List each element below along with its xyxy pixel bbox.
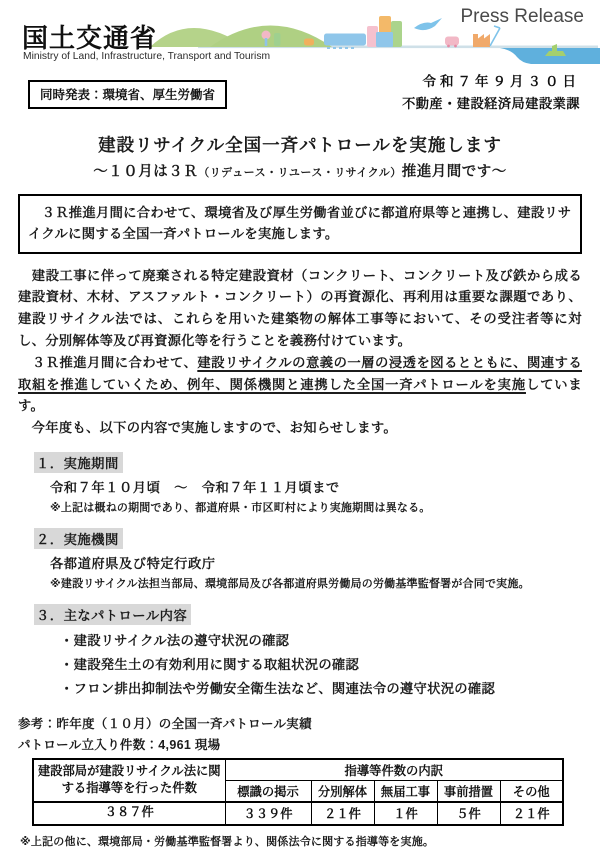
section-1-period: 令和７年１０月頃 ～ 令和７年１１月頃まで [50,479,340,495]
table-col1-header-line2: する指導等を行った件数 [61,781,197,796]
subtitle-suffix: 推進月間です～ [401,164,507,180]
table-data-row [33,802,563,825]
release-date: 令和７年９月３０日 [422,74,580,89]
table-subheader-advance-measures: 事前措置 [437,780,500,802]
table-group-header: 指導等件数の内訳 [225,759,563,781]
section-2-note: ※建設リサイクル法担当部局、環境部局及び各都道府県労働局の労働基準監督署が合同で実施。 [50,577,530,590]
table-subheader-unreported-work: 無届工事 [374,780,437,802]
table-value-sorted-demolition: ２１件 [311,802,374,825]
table-value-signage: ３３９件 [225,802,311,825]
table-col1-header [33,759,225,802]
table-subheader-signage: 標識の掲示 [225,780,311,802]
airplane-icon [414,18,442,30]
small-car-icon [304,39,314,46]
table-value-total: ３８７件 [33,802,225,825]
section-implementing-agencies [18,528,582,591]
table-value-advance-measures: ５件 [437,802,500,825]
paragraph-2 [18,352,582,417]
section-implementation-period [18,452,582,515]
buildings-icon [367,16,402,47]
section-2-agencies: 各都道府県及び特定行政庁 [50,555,216,571]
subtitle-prefix: ～１０月は３Ｒ [93,164,199,180]
issuing-department: 不動産・建設経済局建設業課 [402,96,580,111]
table-header-row-1 [33,759,563,781]
table-subheader-other: その他 [500,780,563,802]
header [0,0,600,128]
summary-box: ３Ｒ推進月間に合わせて、環境省及び厚生労働省並びに都道府県等と連携し、建設リサイクルに関する全国一斉パトロールを実施します。 [18,194,582,254]
section-patrol-contents [18,604,582,697]
reference-block [18,714,582,753]
press-release-label: Press Release [460,6,584,27]
table-value-other: ２１件 [500,802,563,825]
patrol-bullet-2: ・建設発生土の有効利用に関する取組状況の確認 [60,656,360,672]
section-3-heading: ３．主なパトロール内容 [34,604,191,625]
table-footnote: ※上記の他に、環境部局・労働基準監督署より、関係法令に関する指導等を実施。 [20,835,435,848]
section-2-heading: ２．実施機関 [34,528,123,549]
patrol-bullet-1: ・建設リサイクル法の遵守状況の確認 [60,632,290,648]
paragraph-2-underlined: 建設リサイクルの意義の一層の浸透を図るとともに、関連する取組を推進していくため、例年、関係機関と連携した全国一斉パトロールを実施 [18,354,582,392]
table-col1-header-line1: 建設部局が建設リサイクル法に関 [37,763,221,778]
ministry-logo: 国土交通省 [22,23,158,53]
document-body [0,132,600,849]
page-subtitle [18,160,582,181]
paragraph-3: 今年度も、以下の内容で実施しますので、お知らせします。 [18,420,397,436]
table-value-unreported-work: １件 [374,802,437,825]
page-title: 建設リサイクル全国一斉パトロールを実施します [98,135,502,155]
paragraph-2-suffix: しています。 [18,376,582,414]
ministry-logo-english: Ministry of Land, Infrastructure, Transport and Tourism [23,51,271,62]
factory-icon [473,26,500,47]
patrol-results-table [32,758,564,826]
subtitle-paren: （リデュース・リユース・リサイクル） [198,167,402,179]
reference-patrol-count: パトロール立入り件数：4,961 現場 [18,737,221,752]
paragraph-2-prefix: ３Ｒ推進月間に合わせて、 [18,354,198,370]
joint-release-box: 同時発表：環境省、厚生労働省 [28,80,227,109]
table-subheader-sorted-demolition: 分別解体 [311,780,374,802]
paragraph-1: 建設工事に伴って廃棄される特定建設資材（コンクリート、コンクリート及び鉄から成る建設資材、木材、アスファルト・コンクリート）の再資源化、再利用は重要な課題であり、建設リサイクル法では、これらを用いた建築物の解体工事等において、その受注者等に対し、分別解体等及び再資源化等を行うことを義務付けています。 [18,267,582,348]
patrol-bullet-3: ・フロン排出抑制法や労働安全衛生法など、関連法令の遵守状況の確認 [60,680,496,696]
date-block [402,70,580,112]
section-1-note: ※上記は概ねの期間であり、都道府県・市区町村により実施期間は異なる。 [50,501,431,514]
reference-title: 参考：昨年度（１０月）の全国一斉パトロール実績 [18,716,312,731]
section-1-heading: １．実施期間 [34,452,123,473]
